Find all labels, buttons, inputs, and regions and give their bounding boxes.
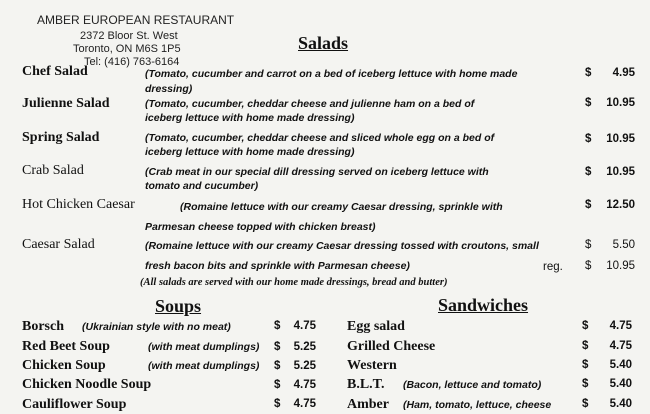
price-value: 10.95: [606, 166, 635, 178]
currency-symbol: $: [582, 378, 589, 390]
currency-symbol: $: [585, 166, 592, 178]
price-value: 5.50: [612, 239, 635, 251]
currency-symbol: $: [585, 97, 592, 109]
price-value: 10.95: [606, 97, 635, 109]
price-value: 10.95: [606, 260, 635, 272]
sandwich-blt-price: [582, 378, 632, 393]
spring-salad-desc-1: (Tomato, cucumber, cheddar cheese and sliced whole egg on a bed of: [145, 132, 495, 144]
restaurant-city: Toronto, ON M6S 1P5: [73, 43, 181, 55]
currency-symbol: $: [582, 320, 589, 332]
sandwich-amber-price: [582, 398, 632, 413]
sandwich-blt-desc: (Bacon, lettuce and tomato): [403, 379, 542, 391]
currency-symbol: $: [274, 379, 281, 391]
restaurant-name: AMBER EUROPEAN RESTAURANT: [37, 13, 235, 27]
sandwiches-title: Sandwiches: [438, 295, 529, 315]
crab-salad-price: [585, 166, 635, 181]
soup-cauliflower-name: Cauliflower Soup: [22, 397, 127, 412]
salads-note: (All salads are served with our home made dressings, bread and butter): [140, 277, 448, 288]
currency-symbol: $: [274, 398, 281, 410]
currency-symbol: $: [274, 320, 281, 332]
soup-red-beet-desc: (with meat dumplings): [148, 341, 260, 353]
soup-chicken-desc: (with meat dumplings): [148, 360, 260, 372]
crab-salad-desc-1: (Crab meat in our special dill dressing served on iceberg lettuce with: [145, 166, 489, 178]
price-value: 5.25: [293, 360, 316, 372]
soup-borsch-price: [274, 320, 316, 335]
price-value: 5.40: [609, 359, 632, 371]
price-value: 5.25: [293, 341, 316, 353]
currency-symbol: $: [582, 398, 589, 410]
soup-chicken-noodle-price: [274, 379, 316, 394]
currency-symbol: $: [582, 340, 589, 352]
price-value: 4.95: [612, 67, 635, 79]
sandwich-amber-name: Amber: [347, 397, 389, 412]
chef-salad-name: Chef Salad: [22, 64, 88, 79]
spring-salad-name: Spring Salad: [22, 130, 100, 145]
hot-chicken-caesar-name: Hot Chicken Caesar: [22, 197, 135, 212]
sandwich-grilled-cheese-name: Grilled Cheese: [347, 339, 436, 354]
soup-cauliflower-price: [274, 398, 316, 413]
julienne-salad-price: [585, 97, 635, 112]
caesar-salad-desc-1: (Romaine lettuce with our creamy Caesar dressing tossed with croutons, small: [145, 240, 539, 252]
sandwich-western-price: [582, 359, 632, 374]
soup-red-beet-name: Red Beet Soup: [22, 339, 110, 354]
currency-symbol: $: [582, 359, 589, 371]
sandwich-egg-salad-name: Egg salad: [347, 319, 405, 334]
soup-chicken-noodle-name: Chicken Noodle Soup: [22, 377, 152, 392]
restaurant-street: 2372 Bloor St. West: [80, 30, 178, 42]
soup-borsch-desc: (Ukrainian style with no meat): [82, 321, 231, 333]
currency-symbol: $: [585, 67, 592, 79]
price-value: 5.40: [609, 378, 632, 390]
sandwich-egg-salad-price: [582, 320, 632, 335]
sandwich-blt-name: B.L.T.: [347, 377, 385, 392]
currency-symbol: $: [585, 133, 592, 145]
crab-salad-desc-2: tomato and cucumber): [145, 180, 259, 192]
soup-chicken-name: Chicken Soup: [22, 358, 106, 373]
sandwich-amber-desc: (Ham, tomato, lettuce, cheese: [403, 399, 552, 411]
restaurant-phone: Tel: (416) 763-6164: [84, 56, 180, 68]
currency-symbol: $: [585, 199, 592, 211]
price-value: 4.75: [293, 320, 316, 332]
spring-salad-price: [585, 133, 635, 148]
price-value: 12.50: [606, 199, 635, 211]
soup-red-beet-price: [274, 341, 316, 356]
caesar-salad-price: [585, 239, 635, 254]
soup-chicken-price: [274, 360, 316, 375]
crab-salad-name: Crab Salad: [22, 163, 84, 178]
hot-chicken-caesar-desc-1: (Romaine lettuce with our creamy Caesar dressing, sprinkle with: [180, 201, 503, 213]
julienne-salad-name: Julienne Salad: [22, 96, 110, 111]
spring-salad-desc-2: iceberg lettuce with home made dressing): [145, 146, 355, 158]
salads-title: Salads: [298, 33, 349, 53]
price-value: 4.75: [293, 379, 316, 391]
chef-salad-desc-1: (Tomato, cucumber and carrot on a bed of iceberg lettuce with home made: [145, 68, 518, 80]
currency-symbol: $: [274, 341, 281, 353]
currency-symbol: $: [585, 239, 592, 251]
price-value: 10.95: [606, 133, 635, 145]
hot-chicken-caesar-price: [585, 199, 635, 214]
price-value: 5.40: [609, 398, 632, 410]
price-value: 4.75: [609, 320, 632, 332]
julienne-salad-desc-2: iceberg lettuce with home made dressing): [145, 112, 355, 124]
currency-symbol: $: [585, 260, 592, 272]
julienne-salad-desc-1: (Tomato, cucumber, cheddar cheese and julienne ham on a bed of: [145, 98, 475, 110]
soups-title: Soups: [155, 296, 202, 316]
caesar-salad-name: Caesar Salad: [22, 237, 95, 252]
caesar-salad-reg-price: [585, 260, 635, 275]
sandwich-grilled-cheese-price: [582, 340, 632, 355]
currency-symbol: $: [274, 360, 281, 372]
caesar-salad-desc-2: fresh bacon bits and sprinkle with Parmesan cheese): [145, 260, 410, 272]
hot-chicken-caesar-desc-2: Parmesan cheese topped with chicken breast): [145, 221, 376, 233]
soup-borsch-name: Borsch: [22, 319, 64, 334]
chef-salad-desc-2: dressing): [145, 83, 193, 95]
price-value: 4.75: [293, 398, 316, 410]
sandwich-western-name: Western: [347, 358, 397, 373]
chef-salad-price: [585, 67, 635, 82]
caesar-salad-reg-label: reg.: [543, 261, 563, 273]
price-value: 4.75: [609, 340, 632, 352]
